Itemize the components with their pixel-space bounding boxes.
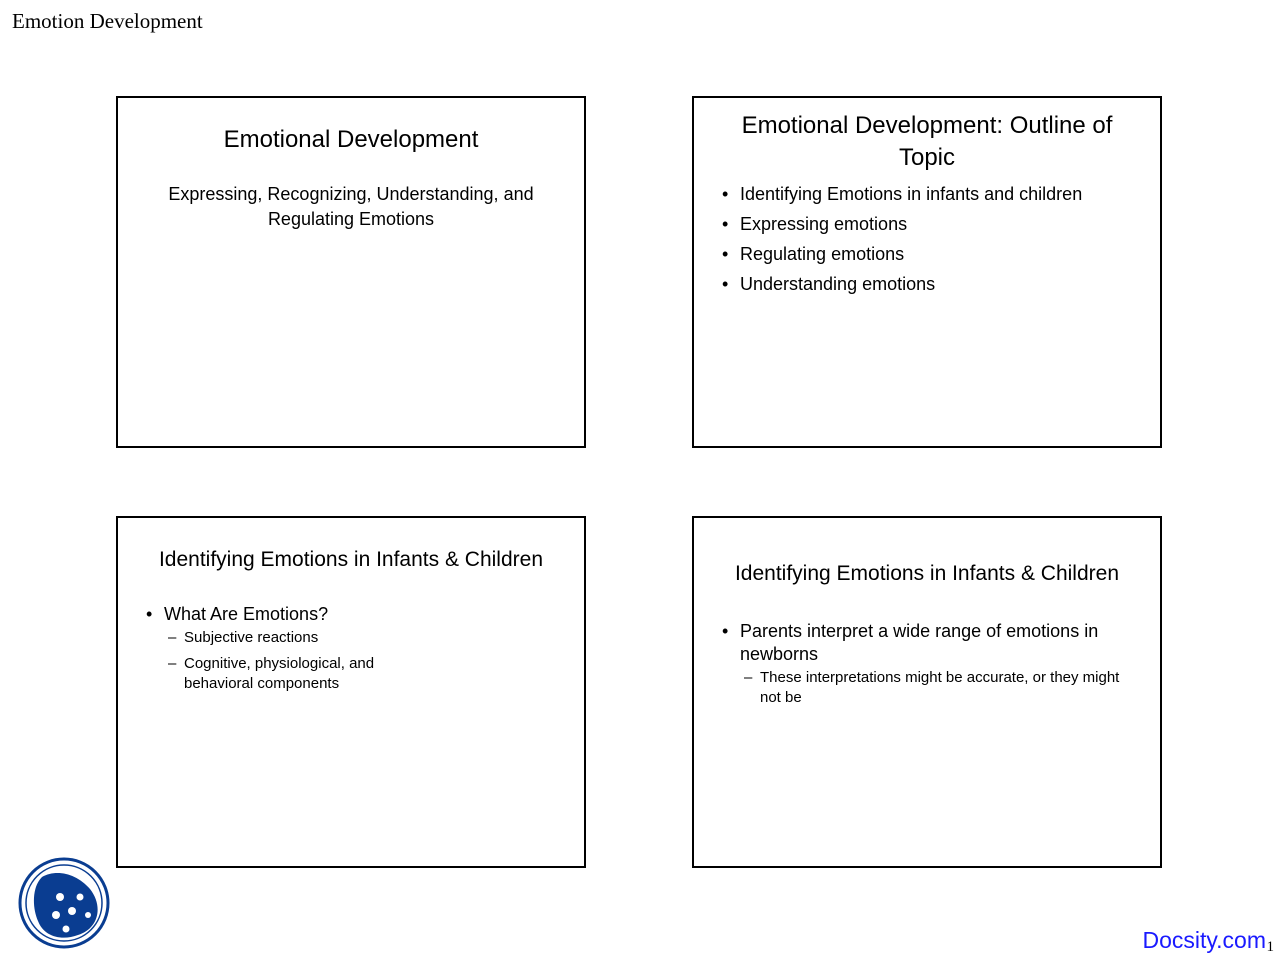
slide-title: Identifying Emotions in Infants & Children bbox=[158, 548, 544, 571]
subtitle-line: Regulating Emotions bbox=[267, 209, 435, 229]
slide-title bbox=[694, 110, 1160, 174]
bullet-list bbox=[146, 603, 416, 701]
bullet-list bbox=[722, 183, 1140, 303]
list-item: • Identifying Emotions in infants and children bbox=[722, 183, 1140, 206]
list-item: • Understanding emotions bbox=[722, 273, 1140, 296]
list-item bbox=[146, 603, 416, 694]
slide-2 bbox=[692, 96, 1162, 448]
sub-bullet-list bbox=[740, 668, 1130, 708]
subtitle-line: Expressing, Recognizing, Understanding, and bbox=[168, 184, 534, 204]
slide-title: Identifying Emotions in Infants & Children bbox=[734, 562, 1120, 585]
slide-1 bbox=[116, 96, 586, 448]
sub-list-item: – These interpretations might be accurate, or they might not be bbox=[740, 668, 1130, 708]
list-item: • Expressing emotions bbox=[722, 213, 1140, 236]
document-title: Emotion Development bbox=[12, 9, 203, 33]
list-item: • Regulating emotions bbox=[722, 243, 1140, 266]
sub-list-item: – Subjective reactions bbox=[164, 628, 416, 648]
title-line: Emotional Development: Outline of bbox=[741, 112, 1113, 139]
sub-list-item: – Cognitive, physiological, and behavioral components bbox=[164, 654, 416, 694]
list-item bbox=[722, 620, 1130, 708]
sub-bullet-list bbox=[164, 628, 416, 694]
slide-4 bbox=[692, 516, 1162, 868]
bullet-text: What Are Emotions? bbox=[164, 604, 329, 624]
slide-3 bbox=[116, 516, 586, 868]
docsity-logo-icon bbox=[18, 857, 110, 949]
bullet-list bbox=[722, 620, 1130, 715]
brand-link[interactable]: Docsity.com bbox=[1142, 927, 1266, 953]
slide-title: Emotional Development bbox=[223, 126, 479, 153]
slide-subtitle bbox=[148, 182, 554, 232]
bullet-text: Parents interpret a wide range of emotions in newborns bbox=[740, 621, 1099, 664]
page-number: 1 bbox=[1266, 939, 1274, 955]
title-line: Topic bbox=[898, 144, 956, 171]
